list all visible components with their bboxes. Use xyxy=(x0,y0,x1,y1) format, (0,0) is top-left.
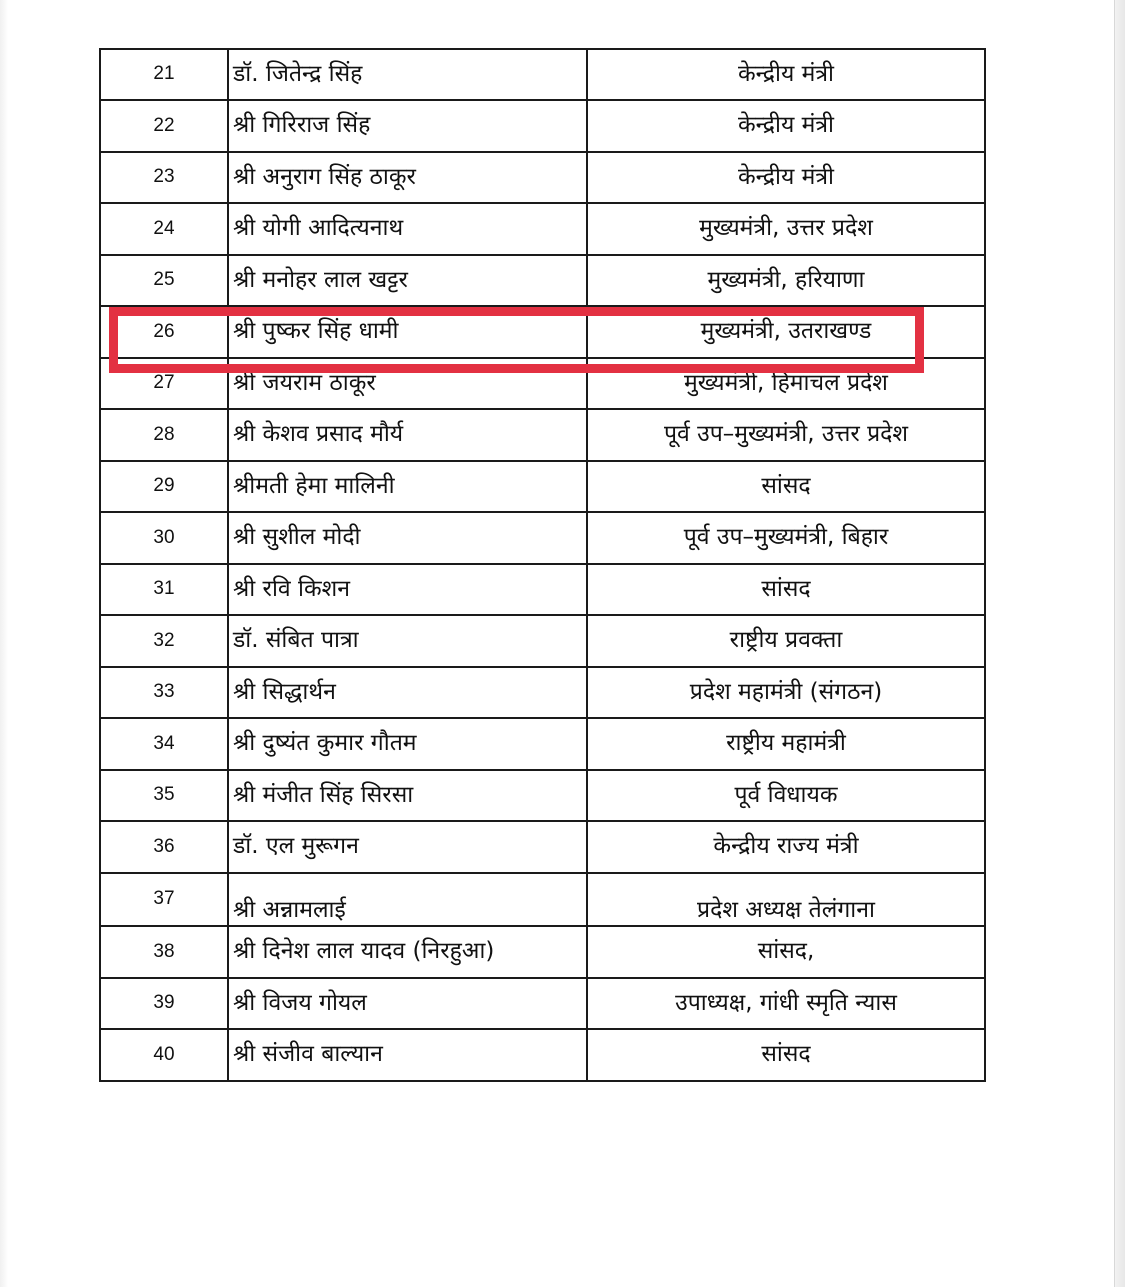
table-row xyxy=(100,152,985,203)
member-name: डॉ. एल मुरूगन xyxy=(228,821,587,873)
serial-number: 30 xyxy=(100,512,228,564)
table-row xyxy=(100,821,985,873)
member-name: श्री सिद्धार्थन xyxy=(228,667,587,718)
serial-number: 39 xyxy=(100,978,228,1029)
table-row xyxy=(100,615,985,667)
member-designation: पूर्व उप–मुख्यमंत्री, उत्तर प्रदेश xyxy=(587,409,985,461)
member-designation: केन्द्रीय मंत्री xyxy=(587,100,985,152)
member-designation: केन्द्रीय मंत्री xyxy=(587,49,985,100)
member-name: श्री अन्नामलाई xyxy=(228,873,587,926)
table-row-highlighted xyxy=(100,306,985,358)
serial-number: 33 xyxy=(100,667,228,718)
member-designation: सांसद xyxy=(587,1029,985,1081)
member-designation: प्रदेश महामंत्री (संगठन) xyxy=(587,667,985,718)
member-designation: मुख्यमंत्री, उत्तर प्रदेश xyxy=(587,203,985,255)
serial-number: 26 xyxy=(100,306,228,358)
member-designation: केन्द्रीय मंत्री xyxy=(587,152,985,203)
member-name: श्री गिरिराज सिंह xyxy=(228,100,587,152)
member-name: डॉ. जितेन्द्र सिंह xyxy=(228,49,587,100)
member-name: श्रीमती हेमा मालिनी xyxy=(228,461,587,512)
member-name: श्री दिनेश लाल यादव (निरहुआ) xyxy=(228,926,587,978)
page-left-edge xyxy=(0,0,8,1287)
member-designation: मुख्यमंत्री, हिमाचल प्रदेश xyxy=(587,358,985,409)
member-name: श्री अनुराग सिंह ठाकूर xyxy=(228,152,587,203)
table-row xyxy=(100,255,985,306)
member-name: श्री विजय गोयल xyxy=(228,978,587,1029)
member-designation: सांसद, xyxy=(587,926,985,978)
member-name: श्री सुशील मोदी xyxy=(228,512,587,564)
table-row xyxy=(100,461,985,512)
member-designation: सांसद xyxy=(587,461,985,512)
member-name: श्री पुष्कर सिंह धामी xyxy=(228,306,587,358)
member-designation: पूर्व विधायक xyxy=(587,770,985,821)
serial-number: 21 xyxy=(100,49,228,100)
serial-number: 31 xyxy=(100,564,228,615)
member-name: श्री दुष्यंत कुमार गौतम xyxy=(228,718,587,770)
table-row xyxy=(100,1029,985,1081)
serial-number: 36 xyxy=(100,821,228,873)
serial-number: 40 xyxy=(100,1029,228,1081)
table-row xyxy=(100,512,985,564)
serial-number: 24 xyxy=(100,203,228,255)
table-row xyxy=(100,667,985,718)
member-name: श्री रवि किशन xyxy=(228,564,587,615)
page-right-edge xyxy=(1114,0,1125,1287)
table-row xyxy=(100,978,985,1029)
member-list-table xyxy=(99,48,986,1082)
table-row xyxy=(100,873,985,926)
serial-number: 28 xyxy=(100,409,228,461)
table-row xyxy=(100,358,985,409)
member-designation: मुख्यमंत्री, उतराखण्ड xyxy=(587,306,985,358)
member-name: श्री संजीव बाल्यान xyxy=(228,1029,587,1081)
serial-number: 38 xyxy=(100,926,228,978)
member-name: श्री जयराम ठाकूर xyxy=(228,358,587,409)
serial-number: 22 xyxy=(100,100,228,152)
member-name: डॉ. संबित पात्रा xyxy=(228,615,587,667)
member-designation: उपाध्यक्ष, गांधी स्मृति न्यास xyxy=(587,978,985,1029)
table-row xyxy=(100,926,985,978)
member-designation: राष्ट्रीय प्रवक्ता xyxy=(587,615,985,667)
serial-number: 37 xyxy=(100,873,228,926)
table-row xyxy=(100,770,985,821)
member-designation: पूर्व उप–मुख्यमंत्री, बिहार xyxy=(587,512,985,564)
member-designation: राष्ट्रीय महामंत्री xyxy=(587,718,985,770)
serial-number: 29 xyxy=(100,461,228,512)
serial-number: 23 xyxy=(100,152,228,203)
member-designation: सांसद xyxy=(587,564,985,615)
serial-number: 25 xyxy=(100,255,228,306)
member-name: श्री मंजीत सिंह सिरसा xyxy=(228,770,587,821)
table-row xyxy=(100,718,985,770)
member-name: श्री योगी आदित्यनाथ xyxy=(228,203,587,255)
member-designation: मुख्यमंत्री, हरियाणा xyxy=(587,255,985,306)
table-row xyxy=(100,203,985,255)
table-row xyxy=(100,564,985,615)
serial-number: 34 xyxy=(100,718,228,770)
serial-number: 35 xyxy=(100,770,228,821)
serial-number: 27 xyxy=(100,358,228,409)
member-name: श्री केशव प्रसाद मौर्य xyxy=(228,409,587,461)
table-row xyxy=(100,49,985,100)
table-row xyxy=(100,409,985,461)
table-row xyxy=(100,100,985,152)
member-name: श्री मनोहर लाल खट्टर xyxy=(228,255,587,306)
member-designation: केन्द्रीय राज्य मंत्री xyxy=(587,821,985,873)
member-designation: प्रदेश अध्यक्ष तेलंगाना xyxy=(587,873,985,926)
serial-number: 32 xyxy=(100,615,228,667)
